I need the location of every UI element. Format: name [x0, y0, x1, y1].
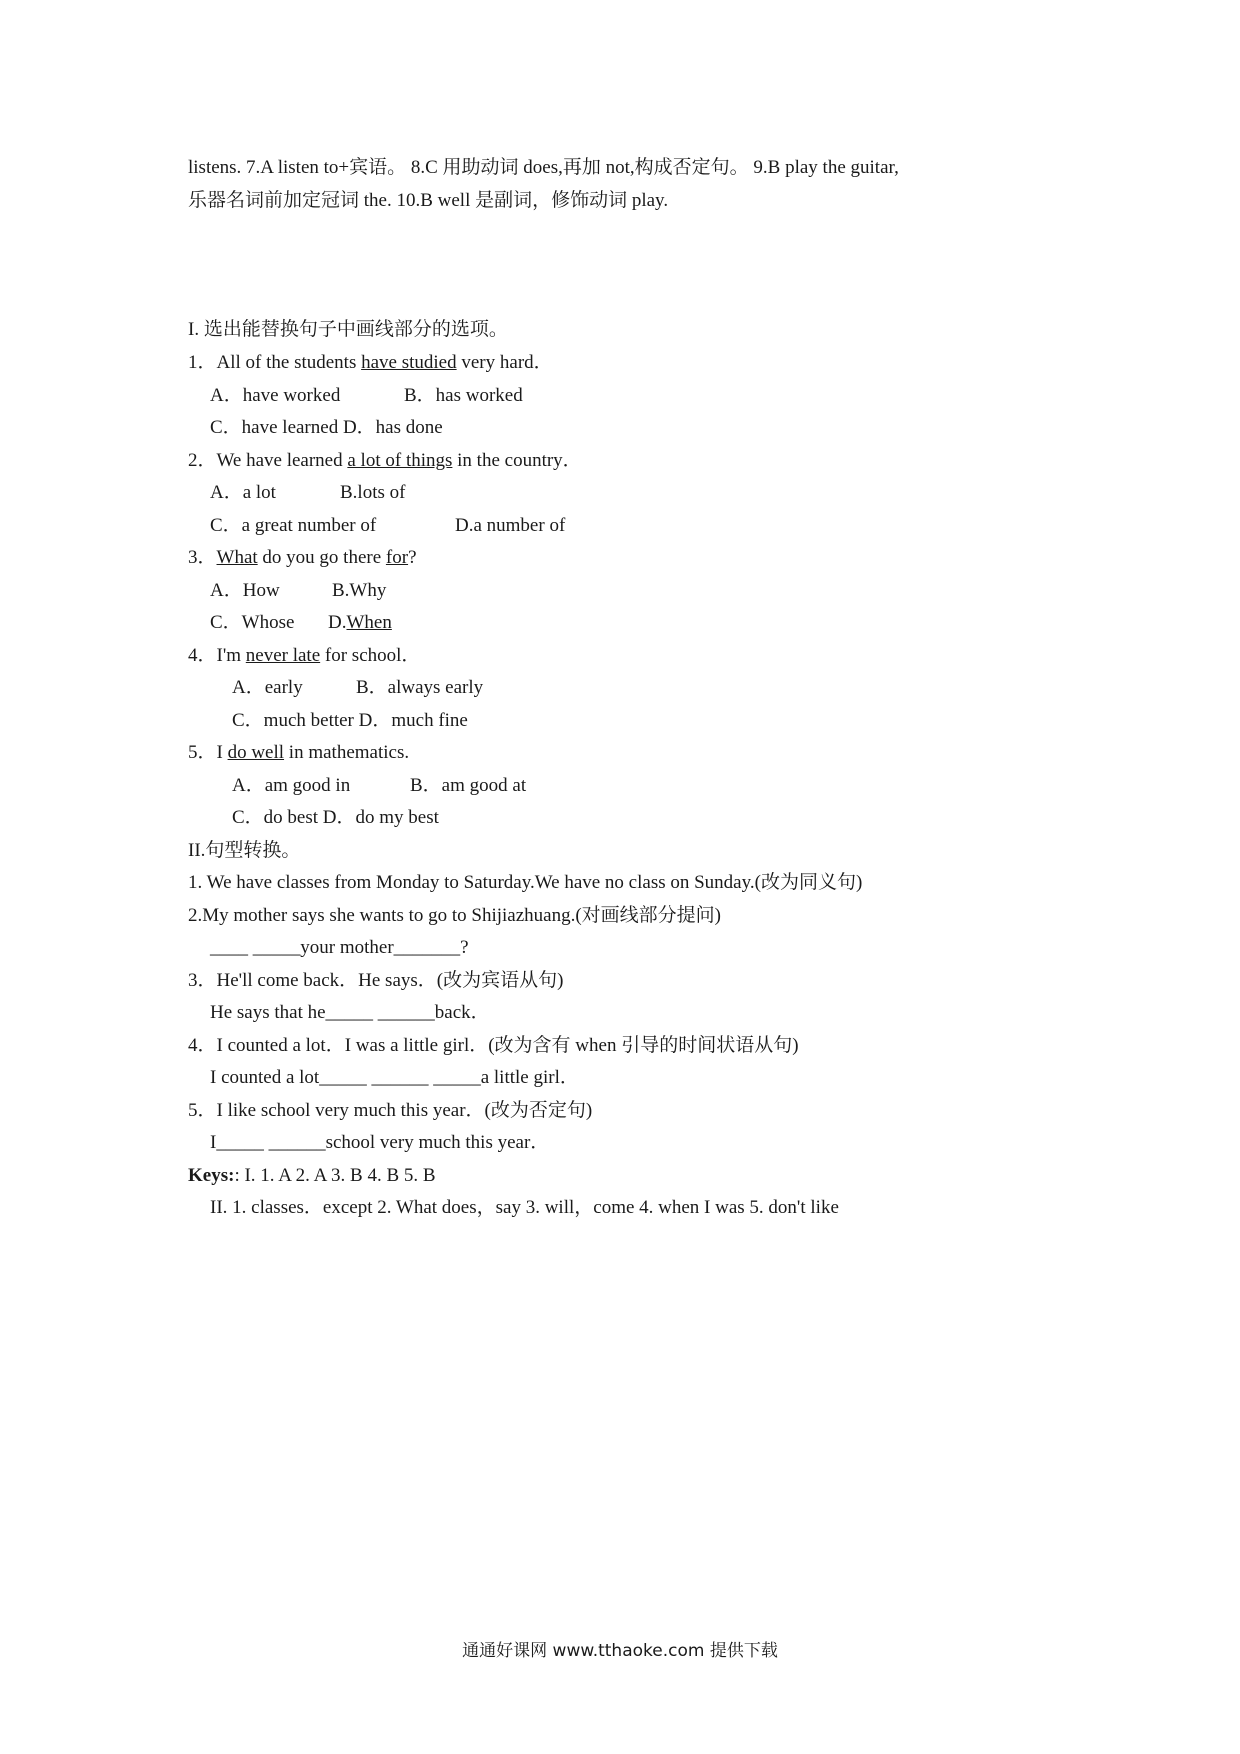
- option-c: C．a great number of: [210, 515, 377, 536]
- option-a: A．am good in: [232, 775, 351, 796]
- underlined-phrase: do well: [227, 742, 285, 763]
- question-number: 3．: [188, 547, 217, 568]
- underlined-phrase: When: [346, 612, 392, 633]
- section1-heading: I. 选出能替换句子中画线部分的选项。: [188, 319, 508, 340]
- options-cd: C．have learned D．has done: [210, 417, 443, 438]
- transform-question-3: 3．He'll come back．He says．(改为宾语从句): [188, 970, 564, 991]
- question-1: [188, 351, 553, 375]
- option-b: B.lots of: [340, 482, 406, 503]
- transform-question-5: 5．I like school very much this year．(改为否定句): [188, 1100, 593, 1121]
- question-text: do you go there: [257, 547, 386, 568]
- keys-answers: : I. 1. A 2. A 3. B 4. B 5. B: [234, 1165, 436, 1186]
- intro-line-1: listens. 7.A listen to+宾语。 8.C 用助动词 does,再加 not,构成否定句。 9.B play the guitar,: [188, 157, 899, 178]
- page-footer: 通通好课网 www.tthaoke.com 提供下载: [462, 1641, 778, 1661]
- options-cd: C．much better D．much fine: [232, 710, 468, 731]
- underlined-phrase: never late: [245, 645, 321, 666]
- question-text: 4．I'm: [188, 645, 246, 666]
- option-a: A．a lot: [210, 482, 276, 503]
- question-text: ?: [408, 547, 417, 568]
- transform-question-2: 2.My mother says she wants to go to Shijiazhuang.(对画线部分提问): [188, 905, 722, 926]
- option-a: A．early: [232, 677, 303, 698]
- options-cd: C．do best D．do my best: [232, 807, 439, 828]
- option-d: [328, 611, 392, 635]
- answer-blank-2: ____ _____your mother_______?: [210, 937, 469, 958]
- option-b: B.Why: [332, 580, 387, 601]
- question-text: 2．We have learned: [188, 450, 348, 471]
- question-text: very hard．: [456, 352, 553, 373]
- underlined-phrase: a lot of things: [347, 450, 453, 471]
- keys-line-1: [188, 1164, 436, 1188]
- answer-blank-3: He says that he_____ ______back．: [210, 1002, 490, 1023]
- intro-line-2: 乐器名词前加定冠词 the. 10.B well 是副词，修饰动词 play.: [188, 190, 669, 211]
- question-text: in mathematics.: [284, 742, 410, 763]
- option-b: B．always early: [356, 677, 484, 698]
- option-c: C．Whose: [210, 612, 295, 633]
- question-text: 1．All of the students: [188, 352, 362, 373]
- option-letter: D.: [328, 612, 347, 633]
- question-3: [188, 546, 417, 570]
- transform-question-4: 4．I counted a lot．I was a little girl．(改为含有 when 引导的时间状语从句): [188, 1035, 799, 1056]
- question-text: for school．: [320, 645, 421, 666]
- keys-line-2: II. 1. classes．except 2. What does，say 3. will，come 4. when I was 5. don't like: [210, 1197, 839, 1218]
- section2-heading: II.句型转换。: [188, 840, 301, 861]
- underlined-phrase: for: [385, 547, 409, 568]
- option-d: D.a number of: [455, 515, 566, 536]
- question-4: [188, 644, 420, 668]
- option-b: B．has worked: [404, 385, 523, 406]
- question-2: [188, 449, 582, 473]
- option-a: A．How: [210, 580, 280, 601]
- underlined-phrase: have studied: [361, 352, 457, 373]
- transform-question-1: 1. We have classes from Monday to Saturday.We have no class on Sunday.(改为同义句): [188, 872, 863, 893]
- option-b: B．am good at: [410, 775, 527, 796]
- keys-label: Keys:: [188, 1165, 235, 1186]
- question-text: 5．I: [188, 742, 228, 763]
- option-a: A．have worked: [210, 385, 341, 406]
- answer-blank-5: I_____ ______school very much this year．: [210, 1132, 550, 1153]
- question-text: in the country．: [452, 450, 582, 471]
- answer-blank-4: I counted a lot_____ ______ _____a little girl．: [210, 1067, 579, 1088]
- underlined-phrase: What: [216, 547, 258, 568]
- question-5: [188, 741, 409, 765]
